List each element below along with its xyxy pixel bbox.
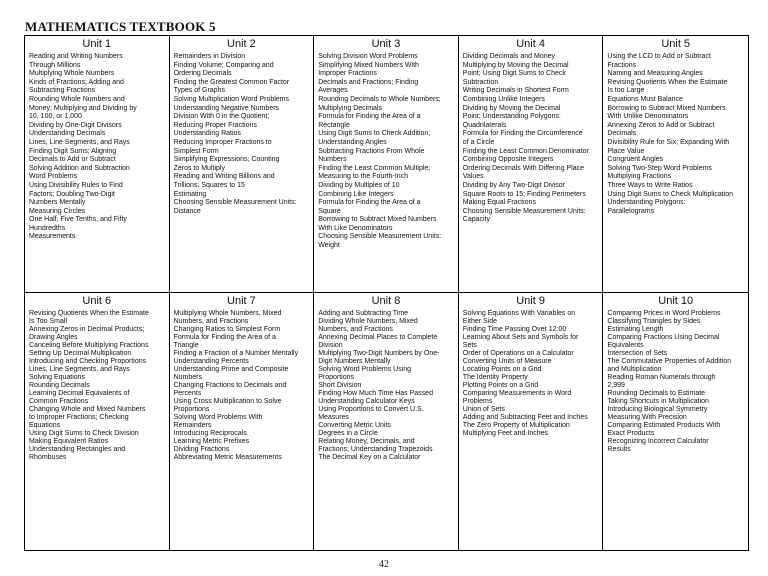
topic-item: Subtracting Fractions From Whole Numbers (318, 147, 425, 164)
topic-item: Classifying Triangles by Sides (607, 318, 701, 325)
topic-item: Adding and Subtracting Time (318, 310, 409, 317)
topic-item: Reducing Improper Fractions to Simplest Form (173, 138, 272, 155)
unit-title: Unit 3 (371, 38, 401, 50)
topic-item: Introducing and Checking Proportions (29, 358, 147, 365)
topic-item: Dividing Decimals and Money (462, 53, 556, 60)
topic-item: Rounding Decimals to Whole Numbers; Multiplying Decimals (318, 95, 441, 112)
topic-item: Division With 0 in the Quotient; Reducing Proper Fractions (173, 113, 270, 129)
topic-list (463, 310, 599, 438)
unit-title: Unit 9 (516, 295, 545, 307)
topic-item: Multiplying Whole Numbers (29, 70, 115, 78)
topic-list (463, 53, 599, 225)
topic-item: Solving Division Word Problems (318, 53, 418, 60)
topic-item: Comparing Prices in Word Problems (607, 310, 721, 317)
topic-item: Combining Unlike Integers (462, 95, 545, 103)
unit-title: Unit 10 (658, 295, 694, 307)
topic-item: Recognizing Incorrect Calculator Results (607, 438, 709, 453)
topic-item: Using Digit Sums to Check Division (29, 430, 139, 437)
topic-item: Comparing Estimated Products With Exact Products (607, 422, 721, 437)
topic-list (607, 53, 744, 216)
unit-title: Unit 2 (227, 38, 256, 50)
topic-item: Revising Quotients When the Estimate Is too Large (607, 78, 728, 95)
unit-title: Unit 1 (82, 38, 112, 50)
topic-item: The Decimal Key on a Calculator (318, 454, 421, 461)
topic-item: Finding Digit Sums; Aligning Decimals to Add or Subtract (29, 147, 117, 164)
unit-cell-6 (25, 293, 170, 550)
topic-item: Choosing Sensible Measurement Units: Weight (318, 233, 442, 250)
topic-item: Converting Units of Measure (462, 358, 552, 365)
topic-item: Rounding Whole Numbers and Money; Multiplying and Dividing by 10, 100, or 1,000 (29, 95, 137, 121)
topic-item: Decimals and Fractions; Finding Averages (318, 78, 419, 95)
topic-item: Multiplying Fractions (607, 173, 672, 181)
topic-item: Finding a Fraction of a Number Mentally (173, 350, 299, 357)
topic-item: Solving Addition and Subtraction Word Problems (29, 164, 130, 181)
topic-item: Understanding Percents (173, 358, 249, 365)
topic-item: Annexing Zeros in Decimal Products; Drawing Angles (29, 326, 145, 341)
topic-item: Rounding Decimals to Estimate (607, 390, 706, 397)
topic-list (174, 53, 310, 216)
topic-item: Setting Up Decimal Multiplication (29, 350, 132, 357)
topic-item: Estimating (173, 190, 207, 198)
topic-item: Changing Fractions to Decimals and Percents (173, 382, 287, 397)
topic-item: Using Digit Sums to Check Multiplication (607, 190, 734, 198)
topic-item: Dividing Whole Numbers, Mixed Numbers, and Fractions (318, 318, 418, 333)
topic-item: Solving Word Problems Using Proportions (318, 366, 412, 381)
topic-item: Abbreviating Metric Measurements (173, 454, 282, 461)
topic-item: Combining Like Integers (318, 190, 394, 198)
unit-cell-4 (459, 36, 604, 293)
units-table (24, 35, 749, 551)
topic-item: Dividing Fractions (173, 446, 230, 453)
unit-title: Unit 6 (82, 295, 112, 307)
topic-item: Using the LCD to Add or Subtract Fractions (607, 53, 711, 69)
topic-item: Converting Metric Units (318, 422, 391, 429)
topic-item: Simplifying Mixed Numbers With Improper Fractions (318, 61, 419, 78)
topic-item: Order of Operations on a Calculator (462, 350, 574, 357)
topic-item: Combining Opposite Integers (462, 156, 554, 164)
topic-list (607, 310, 744, 454)
topic-item: Understanding Negative Numbers (173, 104, 280, 112)
topic-item: Measurements (29, 233, 76, 241)
topic-item: Solving Two-Step Word Problems (607, 164, 712, 172)
unit-title: Unit 5 (661, 38, 691, 50)
topic-item: Using Cross Multiplication to Solve Proportions (173, 398, 282, 413)
topic-item: Short Division (318, 382, 362, 389)
topic-item: Finding the Greatest Common Factor (173, 78, 290, 86)
topic-item: Intersection of Sets (607, 350, 668, 357)
topic-item: Formula for Finding the Circumference of a Circle (462, 130, 583, 146)
topic-item: Dividing by One-Digit Divisors (29, 121, 122, 129)
topic-item: Square Roots to 15; Finding Perimeters (462, 190, 586, 198)
topic-item: Borrowing to Subtract Mixed Numbers With Unlike Denominators (607, 104, 726, 121)
topic-item: Finding the Least Common Multiple; Measuring to the Fourth-Inch (318, 164, 431, 181)
topic-item: Solving Equations (29, 374, 86, 381)
page-number: 42 (379, 559, 389, 570)
topic-item: Choosing Sensible Measurement Units: Distance (173, 199, 297, 215)
topic-item: Finding Time Passing Over 12:00 (462, 326, 567, 333)
topic-item: Reading and Writing Billions and Trillions; Squares to 15 (173, 173, 275, 189)
topic-list (174, 310, 310, 462)
topic-item: Making Equal Fractions (462, 199, 536, 207)
topic-item: Simplifying Expressions; Counting Zeros to Multiply (173, 156, 280, 172)
topic-item: Solving Multiplication Word Problems (173, 95, 290, 103)
unit-title: Unit 7 (227, 295, 256, 307)
topic-item: Divisibility Rule for Six; Expanding With Place Value (607, 138, 730, 155)
topic-item: Understanding Polygons: Parallelograms (607, 199, 686, 215)
unit-title: Unit 8 (371, 295, 401, 307)
topic-item: Comparing Measurements in Word Problems (462, 390, 572, 405)
topic-item: Using Digit Sums to Check Addition; Understanding Angles (318, 130, 431, 146)
topic-item: Adding and Subtracting Feet and Inches (462, 414, 588, 421)
topic-item: Changing Whole and Mixed Numbers to Improper Fractions; Checking Equations (29, 406, 146, 429)
topic-item: Dividing by Moving the Decimal Point; Understanding Polygons: Quadrilaterals (462, 104, 561, 129)
topic-item: Rounding Decimals (29, 382, 90, 389)
unit-cell-8 (314, 293, 459, 550)
topic-item: Understanding Rectangles and Rhombuses (29, 446, 126, 461)
topic-item: Congruent Angles (607, 156, 664, 164)
topic-item: Dividing by Any Two-Digit Divisor (462, 181, 565, 189)
topic-item: Degrees in a Circle (318, 430, 378, 437)
topic-item: Ordering Decimals With Differing Place Values (462, 164, 585, 181)
topic-item: Revising Quotients When the Estimate Is Too Small (29, 310, 149, 325)
topic-item: Types of Graphs (173, 87, 225, 95)
unit-cell-7 (170, 293, 315, 550)
topic-list (29, 53, 165, 242)
unit-cell-5 (603, 36, 748, 293)
topic-item: Multiplying by Moving the Decimal Point; Using Digit Sums to Check Subtraction (462, 61, 569, 86)
topic-item: Understanding Prime and Composite Numbers (173, 366, 289, 381)
unit-cell-3 (314, 36, 459, 293)
topic-item: Using Proportions to Convert U.S. Measures (318, 406, 424, 421)
topic-item: Choosing Sensible Measurement Units: Capacity (462, 207, 586, 224)
topic-item: Multiplying Whole Numbers, Mixed Numbers, and Fractions (173, 310, 282, 325)
topic-item: The Commutative Properties of Addition and Multiplication (607, 358, 732, 373)
topic-list (318, 53, 454, 251)
page-title: MATHEMATICS TEXTBOOK 5 (25, 19, 216, 34)
topic-item: Formula for Finding the Area of a Triangle (173, 334, 276, 349)
topic-list (318, 310, 454, 462)
topic-item: Lines, Line Segments, and Rays (29, 366, 130, 373)
topic-item: Plotting Points on a Grid (462, 382, 539, 389)
topic-item: Taking Shortcuts in Multiplication (607, 398, 709, 405)
unit-cell-2 (170, 36, 315, 293)
topic-item: Making Equivalent Ratios (29, 438, 108, 445)
topic-item: Finding Volume; Comparing and Ordering Decimals (173, 61, 274, 78)
topic-item: Solving Equations With Variables on Either Side (462, 310, 576, 325)
topic-item: Understanding Decimals (29, 130, 106, 138)
topic-list (29, 310, 165, 462)
topic-item: Measuring With Precision (607, 414, 687, 421)
topic-item: Using Divisibility Rules to Find Factors; Doubling Two-Digit Numbers Mentally (29, 181, 123, 207)
topic-item: Multiplying Two-Digit Numbers by One- Digit Numbers Mentally (318, 350, 440, 365)
topic-item: One Half, Five Tenths, and Fifty Hundredths (29, 216, 127, 232)
topic-item: Kinds of Fractions; Adding and Subtracting Fractions (29, 78, 124, 95)
topic-item: Solving Word Problems With Remainders (173, 414, 263, 429)
topic-item: Finding the Least Common Denominator (462, 147, 589, 155)
topic-item: Learning Decimal Equivalents of Common Fractions (29, 390, 130, 405)
topic-item: Estimating Length (607, 326, 664, 333)
topic-item: Measuring Circles (29, 207, 86, 215)
topic-item: Writing Decimals in Shortest Form (462, 87, 569, 95)
topic-item: The Zero Property of Multiplication (462, 422, 570, 429)
topic-item: Annexing Decimal Places to Complete Division (318, 334, 438, 349)
topic-item: Borrowing to Subtract Mixed Numbers With Like Denominators (318, 216, 437, 232)
topic-item: Formula for Finding the Area of a Rectangle (318, 113, 421, 129)
topic-item: Comparing Fractions Using Decimal Equivalents (607, 334, 720, 349)
topic-item: Three Ways to Write Ratios (607, 181, 693, 189)
topic-item: Canceling Before Multiplying Fractions (29, 342, 149, 349)
topic-item: Union of Sets (462, 406, 505, 413)
topic-item: Learning Metric Prefixes (173, 438, 250, 445)
topic-item: Multiplying Feet and Inches (462, 430, 549, 437)
topic-item: Relating Money, Decimals, and Fractions; Understanding Trapezoids (318, 438, 433, 453)
topic-item: Understanding Ratios (173, 130, 241, 138)
topic-item: Equations Must Balance (607, 95, 683, 103)
unit-cell-1 (25, 36, 170, 293)
topic-item: Naming and Measuring Angles (607, 70, 703, 78)
unit-cell-10 (603, 293, 748, 550)
topic-item: Changing Ratios to Simplest Form (173, 326, 281, 333)
topic-item: Understanding Calculator Keys (318, 398, 415, 405)
topic-item: Lines, Line Segments, and Rays (29, 138, 130, 146)
topic-item: Finding How Much Time Has Passed (318, 390, 433, 397)
topic-item: Reading Roman Numerals through 2,999 (607, 374, 716, 389)
unit-title: Unit 4 (516, 38, 545, 50)
topic-item: Formula for Finding the Area of a Square (318, 199, 421, 215)
topic-item: Dividing by Multiples of 10 (318, 181, 400, 189)
topic-item: Remainders in Division (173, 53, 246, 60)
topic-item: Reading and Writing Numbers Through Millions (29, 53, 123, 69)
topic-item: The Identity Property (462, 374, 528, 381)
topic-item: Learning About Sets and Symbols for Sets (462, 334, 579, 349)
topic-item: Introducing Reciprocals (173, 430, 247, 437)
unit-cell-9 (459, 293, 604, 550)
topic-item: Locating Points on a Grid (462, 366, 542, 373)
topic-item: Annexing Zeros to Add or Subtract Decimals (607, 121, 715, 138)
topic-item: Introducing Biological Symmetry (607, 406, 708, 413)
